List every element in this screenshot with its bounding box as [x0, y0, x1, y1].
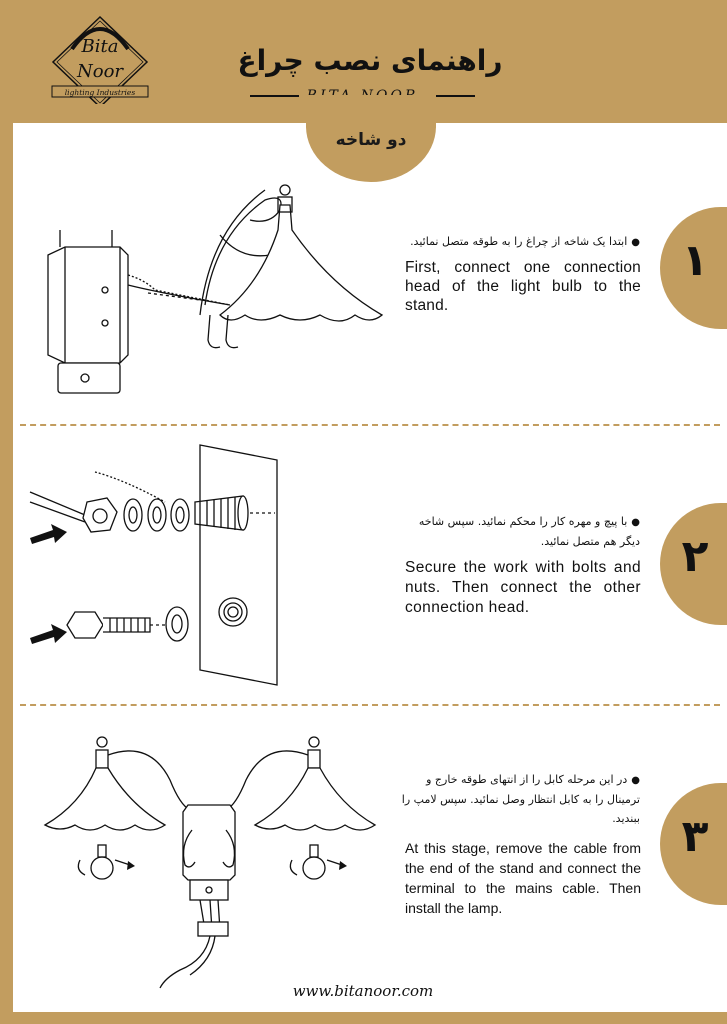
logo-line2: Noor — [76, 61, 124, 82]
step-1-fa: ابتدا یک شاخه از چراغ را به طوقه متصل نمائید. — [410, 235, 628, 248]
rotate-arrow-icon — [78, 860, 85, 875]
bullet-icon: ● — [631, 775, 640, 786]
step-3-fa: در این مرحله کابل را از انتهای طوقه خارج و ترمینال را به کابل انتظار وصل نمائید. سپس لامپ را ببندید. — [401, 773, 640, 825]
step-1-english-text: First, connect one connection head of the light bulb to the stand. — [405, 259, 641, 314]
website-footer[interactable]: www.bitanoor.com — [292, 982, 434, 1000]
step-divider-1 — [20, 424, 720, 426]
step-3-illustration — [40, 730, 385, 990]
step-3-persian-text — [400, 770, 640, 828]
step-2-english-text: Secure the work with bolts and nuts. Then connect the other connection head. — [405, 559, 641, 616]
step-2-fa: با پیچ و مهره کار را محکم نمائید. سپس شاخه دیگر هم متصل نمائید. — [418, 515, 640, 548]
rotate-arrow-icon — [290, 860, 297, 875]
step-2-illustration — [25, 440, 285, 690]
step-divider-2 — [20, 704, 720, 706]
logo-tagline: lighting Industries — [64, 88, 136, 97]
page-title: راهنمای نصب چراغ — [237, 44, 503, 77]
bullet-icon: ● — [631, 237, 640, 248]
step-1-number: ۱ — [681, 235, 709, 286]
step-3-english-text: At this stage, remove the cable from the end of the stand and connect the terminal to the mains cable. Then install the lamp. — [405, 840, 641, 916]
bullet-icon: ● — [631, 517, 640, 528]
logo-line1: Bita — [81, 36, 119, 57]
step-2-persian-text — [400, 512, 640, 551]
bita-noor-logo — [50, 14, 150, 104]
section-tab-label: دو شاخه — [335, 130, 407, 150]
step-3-number: ۳ — [681, 811, 709, 862]
step-1-illustration — [30, 175, 390, 405]
arrow-icon — [30, 624, 67, 644]
step-2-number: ۲ — [681, 531, 709, 582]
step-1-persian-text — [400, 232, 640, 252]
arrow-icon — [30, 524, 67, 544]
subtitle-rule-left — [250, 95, 299, 97]
